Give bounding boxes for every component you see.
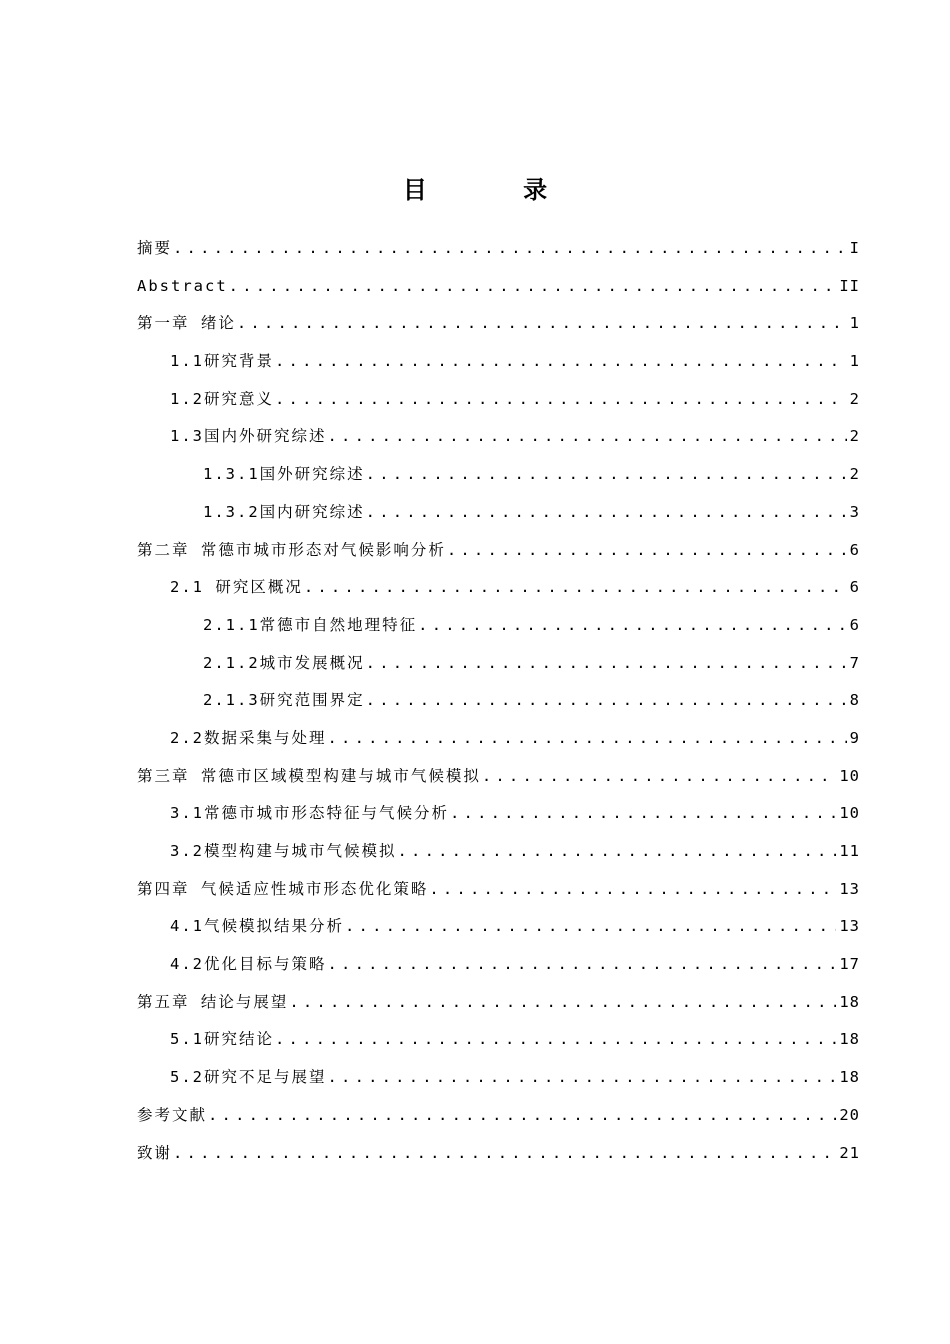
toc-entry[interactable] (137, 984, 860, 1022)
toc-entry-label: 1.3.1国外研究综述 (203, 465, 365, 484)
toc-entry[interactable] (137, 569, 860, 607)
toc-leader-dots (328, 1059, 837, 1097)
toc-entry[interactable] (137, 268, 860, 306)
toc-entry-label: 2.1.1常德市自然地理特征 (203, 615, 418, 634)
toc-entry[interactable] (137, 494, 860, 532)
toc-leader-dots (173, 230, 847, 268)
toc-entry-page: 17 (839, 955, 860, 974)
toc-entry-label: 3.1常德市城市形态特征与气候分析 (170, 804, 449, 823)
toc-entry-page: 2 (849, 389, 860, 408)
toc-entry-page: 18 (839, 1030, 860, 1049)
toc-entry[interactable] (137, 230, 860, 268)
toc-entry-page: 6 (849, 615, 860, 634)
toc-entry-page: 1 (849, 314, 860, 333)
toc-entry[interactable] (137, 343, 860, 381)
toc-entry[interactable] (137, 607, 860, 645)
toc-entry-label: 摘要 (137, 239, 173, 257)
toc-entry[interactable] (137, 456, 860, 494)
toc-entry-page: 18 (839, 1068, 860, 1087)
toc-entry[interactable] (137, 758, 860, 796)
toc-leader-dots (398, 833, 837, 871)
toc-leader-dots (447, 532, 847, 570)
toc-entry-label: 参考文献 (137, 1105, 208, 1124)
toc-leader-dots (366, 456, 847, 494)
toc-entry-label: 2.1.3研究范围界定 (203, 691, 365, 710)
toc-leader-dots (275, 343, 847, 381)
toc-entry-label: 第二章 常德市城市形态对气候影响分析 (137, 540, 446, 559)
toc-entry-label: 2.2数据采集与处理 (170, 728, 327, 747)
toc-entry-page: 1 (849, 352, 860, 371)
toc-entry-page: 10 (839, 766, 860, 785)
toc-leader-dots (345, 908, 836, 946)
toc-entry[interactable] (137, 1097, 860, 1135)
toc-leader-dots (482, 758, 836, 796)
toc-entry-label: 第三章 常德市区域模型构建与城市气候模拟 (137, 766, 481, 785)
toc-leader-dots (366, 682, 847, 720)
toc-leader-dots (418, 607, 846, 645)
toc-entry-label: 2.1.2城市发展概况 (203, 653, 365, 672)
toc-entry-page: 7 (849, 653, 860, 672)
toc-entry[interactable] (137, 871, 860, 909)
toc-entry[interactable] (137, 908, 860, 946)
toc-leader-dots (328, 946, 837, 984)
toc-entry-label: 4.2优化目标与策略 (170, 955, 327, 974)
toc-entry-label: 第五章 结论与展望 (137, 992, 289, 1011)
toc-entry-label: 1.3国内外研究综述 (170, 427, 327, 446)
toc-entry-label: Abstract (137, 276, 228, 295)
toc-entry-label: 5.2研究不足与展望 (170, 1068, 327, 1087)
toc-entry-page: 18 (839, 992, 860, 1011)
toc-entry[interactable] (137, 1135, 860, 1173)
toc-entry[interactable] (137, 645, 860, 683)
toc-entry-label: 3.2模型构建与城市气候模拟 (170, 842, 397, 860)
toc-entry[interactable] (137, 305, 860, 343)
toc-entry[interactable] (137, 381, 860, 419)
toc-entry-page: II (839, 276, 860, 295)
toc-entry-label: 1.1研究背景 (170, 352, 274, 371)
toc-leader-dots (275, 381, 847, 419)
toc-entry-page: 13 (839, 917, 860, 936)
toc-entry-page: 2 (849, 465, 860, 484)
toc-entry-label: 致谢 (137, 1143, 173, 1162)
toc-entry[interactable] (137, 1059, 860, 1097)
toc-entry[interactable] (137, 418, 860, 456)
toc-leader-dots (366, 494, 847, 532)
toc-entry-page: 8 (849, 691, 860, 710)
toc-leader-dots (450, 795, 836, 833)
toc-entry-page: 9 (849, 728, 860, 747)
toc-entry[interactable] (137, 532, 860, 570)
toc-entry-label: 第四章 气候适应性城市形态优化策略 (137, 879, 429, 898)
toc-entry[interactable] (137, 795, 860, 833)
toc-entry-label: 4.1气候模拟结果分析 (170, 917, 344, 936)
toc-leader-dots (275, 1021, 836, 1059)
toc-entry-label: 1.3.2国内研究综述 (203, 502, 365, 521)
toc-entry-page: 6 (849, 578, 860, 597)
toc-leader-dots (304, 569, 847, 607)
toc-leader-dots (429, 871, 836, 909)
toc-leader-dots (328, 720, 847, 758)
toc-entry-page: 13 (839, 879, 860, 898)
toc-entry[interactable] (137, 1021, 860, 1059)
toc-leader-dots (289, 984, 836, 1022)
toc-entry-label: 1.2研究意义 (170, 389, 274, 408)
toc-entry[interactable] (137, 720, 860, 758)
page-title: 目 录 (402, 176, 592, 204)
toc-leader-dots (173, 1135, 836, 1173)
toc-entry[interactable] (137, 682, 860, 720)
toc-entry-page: I (849, 239, 860, 257)
toc-entry-label: 2.1 研究区概况 (170, 578, 303, 597)
toc-entry-page: 2 (849, 427, 860, 446)
toc-entry-page: 6 (849, 540, 860, 559)
table-of-contents (137, 230, 860, 1172)
toc-leader-dots (208, 1097, 836, 1135)
toc-entry-page: 20 (839, 1105, 860, 1124)
toc-leader-dots (328, 418, 847, 456)
toc-entry-label: 5.1研究结论 (170, 1030, 274, 1049)
toc-leader-dots (237, 305, 847, 343)
toc-leader-dots (229, 268, 837, 306)
toc-leader-dots (366, 645, 847, 683)
toc-entry-page: 21 (839, 1143, 860, 1162)
toc-entry-page: 11 (839, 842, 860, 860)
toc-entry[interactable] (137, 833, 860, 871)
toc-entry[interactable] (137, 946, 860, 984)
toc-entry-page: 10 (839, 804, 860, 823)
toc-entry-page: 3 (849, 502, 860, 521)
toc-entry-label: 第一章 绪论 (137, 314, 236, 333)
